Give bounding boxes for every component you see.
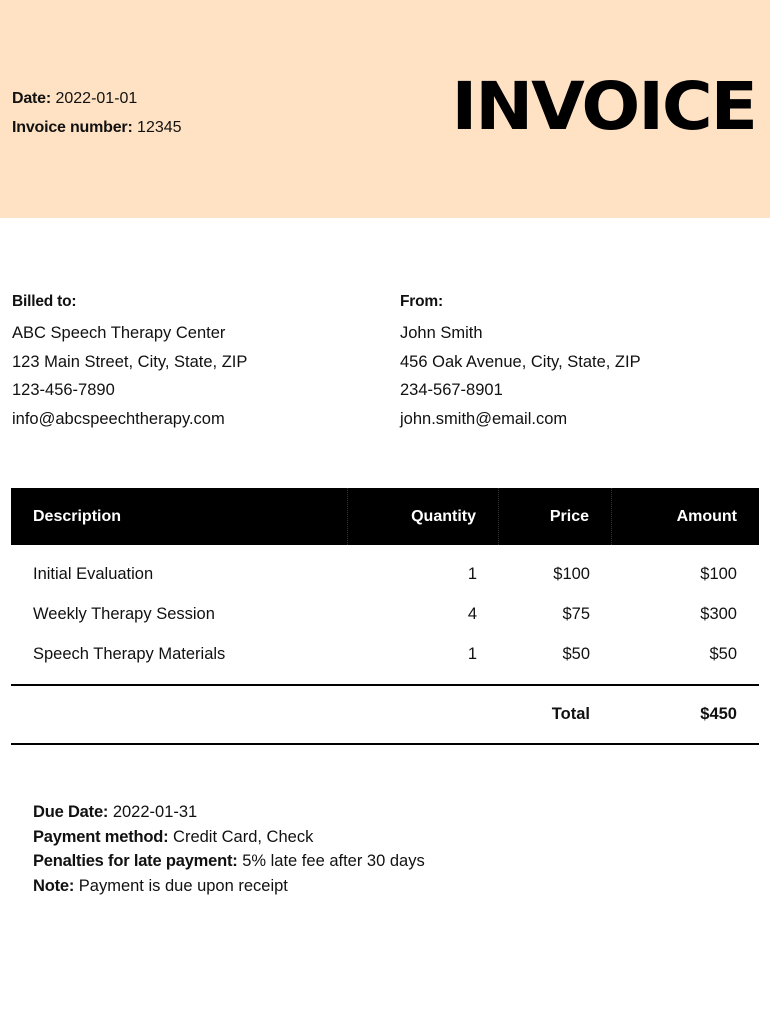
header-amount: Amount: [676, 508, 737, 525]
row-description: Initial Evaluation: [33, 564, 154, 583]
row-amount: $100: [700, 564, 737, 583]
payment-method-value: Credit Card, Check: [173, 827, 314, 846]
row-quantity: 4: [467, 604, 477, 623]
billed-to-address: 123 Main Street, City, State, ZIP: [12, 352, 248, 371]
from-heading: From:: [400, 293, 443, 310]
from-email: john.smith@email.com: [400, 410, 568, 429]
date-label: Date:: [12, 90, 52, 107]
payment-terms: [33, 800, 425, 898]
table-header: [11, 488, 759, 545]
invoice-number-value: 12345: [137, 119, 182, 136]
billed-to-name: ABC Speech Therapy Center: [12, 323, 226, 342]
payment-method-label: Payment method:: [33, 827, 169, 846]
invoice-title: INVOICE: [451, 68, 756, 145]
from-block: [400, 288, 760, 434]
total-value: $450: [700, 705, 737, 723]
invoice-meta: [12, 84, 182, 142]
penalties-value: 5% late fee after 30 days: [242, 852, 425, 871]
billed-to-heading: Billed to:: [12, 293, 77, 310]
note-label: Note:: [33, 876, 75, 895]
penalties-row: [33, 849, 425, 874]
due-date-row: [33, 800, 425, 825]
billed-to-email: info@abcspeechtherapy.com: [12, 410, 225, 429]
billed-to-block: [12, 288, 382, 434]
table-row: [11, 634, 759, 674]
penalties-label: Penalties for late payment:: [33, 852, 238, 871]
from-address: 456 Oak Avenue, City, State, ZIP: [400, 352, 641, 371]
note-value: Payment is due upon receipt: [78, 876, 288, 895]
total-bottom-divider: [11, 743, 759, 745]
header-price: Price: [499, 488, 612, 545]
table-row: [11, 594, 759, 634]
row-price: $100: [553, 564, 590, 583]
header-quantity: Quantity: [347, 488, 499, 545]
row-description: Speech Therapy Materials: [33, 644, 226, 663]
row-quantity: 1: [467, 564, 477, 583]
due-date-value: 2022-01-31: [112, 803, 198, 821]
due-date-label: Due Date:: [33, 803, 109, 821]
from-name: John Smith: [400, 323, 483, 342]
row-price: $75: [562, 604, 590, 623]
total-label: Total: [551, 705, 590, 723]
line-items-table: [11, 488, 759, 745]
invoice-number-row: [12, 113, 182, 142]
row-description: Weekly Therapy Session: [33, 604, 215, 623]
total-row: [11, 686, 759, 743]
row-amount: $300: [700, 604, 737, 623]
billed-to-phone: 123-456-7890: [12, 381, 115, 400]
table-body: [11, 545, 759, 684]
invoice-number-label: Invoice number:: [12, 119, 133, 136]
table-row: [11, 554, 759, 594]
payment-method-row: [33, 825, 425, 850]
header-description: Description: [33, 508, 122, 525]
note-row: [33, 874, 425, 899]
date-row: [12, 84, 182, 113]
row-amount: $50: [709, 644, 737, 663]
date-value: 2022-01-01: [55, 90, 138, 107]
row-price: $50: [562, 644, 590, 663]
row-quantity: 1: [467, 644, 477, 663]
from-phone: 234-567-8901: [400, 381, 503, 400]
header-band: [0, 0, 770, 218]
